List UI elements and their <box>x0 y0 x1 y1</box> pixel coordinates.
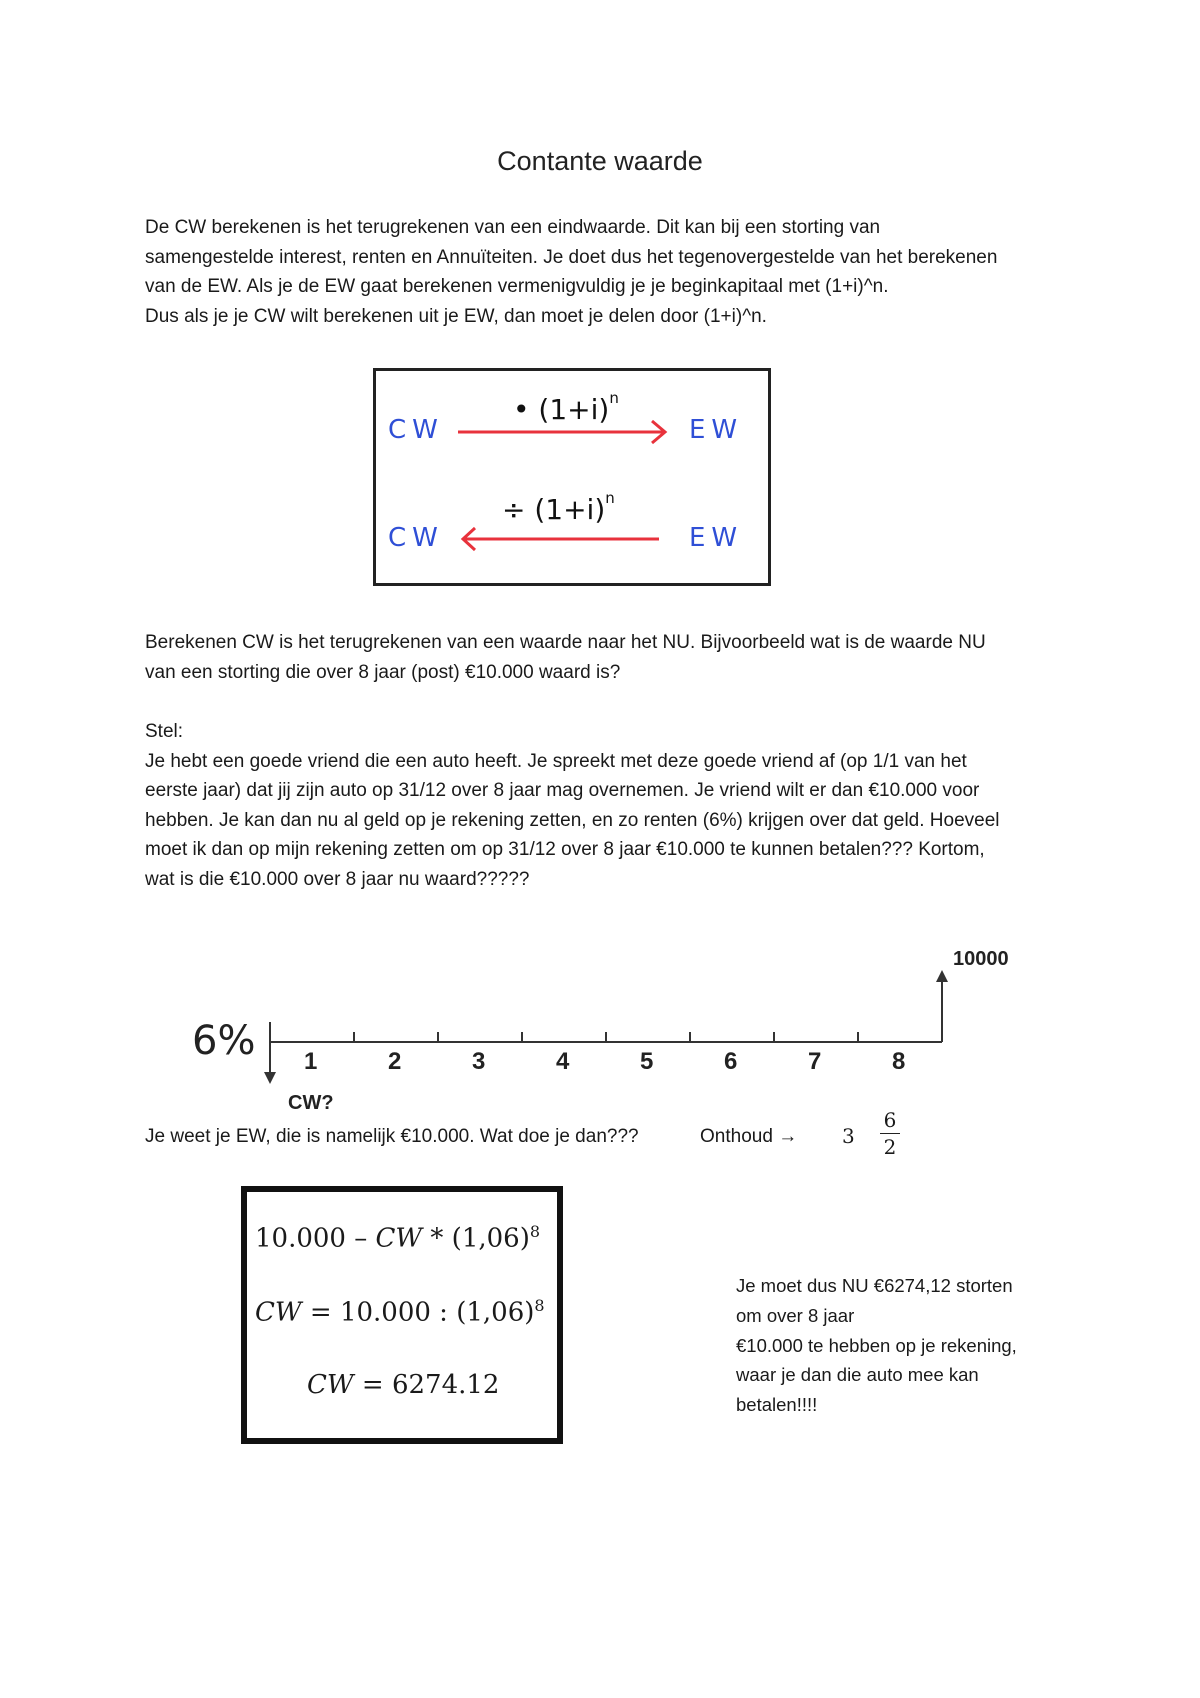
scenario-line: Je hebt een goede vriend die een auto heeft. Je spreekt met deze goede vriend af (op 1/1 van het <box>145 750 967 772</box>
formula-line-2 <box>255 1296 565 1328</box>
formula-exponent: 8 <box>529 1222 541 1241</box>
cw-label-bottom: CW <box>388 523 444 553</box>
divide-op: ÷ (1+i) <box>502 493 606 526</box>
intro-line: Dus als je je CW wilt berekenen uit je EW, dan moet je delen door (1+i)^n. <box>145 305 767 327</box>
formula-operator: – <box>354 1223 368 1254</box>
formula-box <box>241 1186 563 1444</box>
question-text: Je weet je EW, die is namelijk €10.000. Wat doe je dan??? <box>145 1126 639 1147</box>
remember-whole: 3 <box>842 1124 855 1148</box>
formula-rest: = 10.000 : (1,06) <box>301 1297 535 1328</box>
remember-numerator: 6 <box>883 1108 897 1132</box>
multiply-op: • (1+i) <box>513 393 610 426</box>
formula-line-1 <box>255 1222 565 1254</box>
intro-line: De CW berekenen is het terugrekenen van een eindwaarde. Dit kan bij een storting van <box>145 217 881 238</box>
period-label: 1 <box>304 1048 318 1075</box>
remember-denominator: 2 <box>883 1135 897 1159</box>
page-title: Contante waarde <box>497 146 703 176</box>
end-value-label: 10000 <box>953 948 1009 970</box>
ew-label-top: EW <box>689 415 744 445</box>
formula-value: 10.000 <box>255 1223 346 1254</box>
ew-label-bottom: EW <box>689 523 744 553</box>
exponent-n: n <box>609 389 619 407</box>
divide-formula <box>502 489 615 526</box>
stel-label: Stel: <box>145 721 184 742</box>
section-two-line: Berekenen CW is het terugrekenen van een waarde naar het NU. Bijvoorbeeld wat is de waarde NU <box>145 632 986 653</box>
scenario-paragraph <box>145 717 1090 895</box>
section-two-line: van een storting die over 8 jaar (post) €10.000 waard is? <box>145 661 621 683</box>
fraction-bar <box>880 1133 900 1134</box>
formula-exponent: 8 <box>534 1296 545 1315</box>
rate-label: 6% <box>192 1018 256 1064</box>
formula-variable: CW <box>307 1370 354 1400</box>
scenario-line: hebben. Je kan dan nu al geld op je rekening zetten, en zo renten (6%) krijgen over dat geld. Hoeveel <box>145 809 1000 831</box>
exponent-n: n <box>605 489 615 507</box>
conclusion-note <box>736 1271 1066 1420</box>
period-label: 3 <box>472 1048 486 1075</box>
timeline <box>180 930 1060 1120</box>
scenario-line: wat is die €10.000 over 8 jaar nu waard????? <box>145 868 530 890</box>
period-label: 2 <box>388 1048 402 1075</box>
multiply-formula <box>513 389 619 426</box>
conclusion-line: waar je dan die auto mee kan <box>736 1364 979 1386</box>
period-label: 6 <box>724 1048 738 1075</box>
remember-note <box>700 1126 797 1148</box>
intro-line: van de EW. Als je de EW gaat berekenen vermenigvuldig je je beginkapitaal met (1+i)^n. <box>145 276 889 298</box>
cw-question-label: CW? <box>288 1092 334 1114</box>
formula-variable: CW <box>255 1297 302 1328</box>
conclusion-line: om over 8 jaar <box>736 1304 855 1326</box>
cw-down-arrow <box>264 1072 276 1084</box>
section-two-paragraph <box>145 628 1090 687</box>
cw-ew-diagram <box>373 368 771 586</box>
remember-label: Onthoud <box>700 1126 773 1147</box>
period-label: 5 <box>640 1048 654 1075</box>
formula-variable: CW <box>375 1223 423 1254</box>
conclusion-line: €10.000 te hebben op je rekening, <box>736 1334 1017 1356</box>
intro-line: samengestelde interest, renten en Annuïteiten. Je doet dus het tegenovergestelde van het berekenen <box>145 246 998 268</box>
conclusion-line: betalen!!!! <box>736 1394 818 1416</box>
remember-fraction <box>880 1108 900 1159</box>
period-label: 4 <box>556 1048 570 1075</box>
period-label: 7 <box>808 1048 822 1075</box>
intro-paragraph <box>145 213 1090 331</box>
scenario-line: eerste jaar) dat jij zijn auto op 31/12 over 8 jaar mag overnemen. Je vriend wilt er dan €10.000 voor <box>145 780 980 802</box>
formula-rest: = 6274.12 <box>353 1370 500 1400</box>
scenario-line: moet ik dan op mijn rekening zetten om op 31/12 over 8 jaar €10.000 te kunnen betalen??? Kortom, <box>145 839 985 861</box>
formula-line-3 <box>307 1370 617 1400</box>
end-up-arrow <box>936 970 948 982</box>
right-arrow-icon: → <box>778 1126 798 1147</box>
cw-label-top: CW <box>388 415 444 445</box>
period-label: 8 <box>892 1048 906 1075</box>
conclusion-line: Je moet dus NU €6274,12 storten <box>736 1275 1013 1296</box>
formula-rest: * (1,06) <box>422 1223 530 1254</box>
